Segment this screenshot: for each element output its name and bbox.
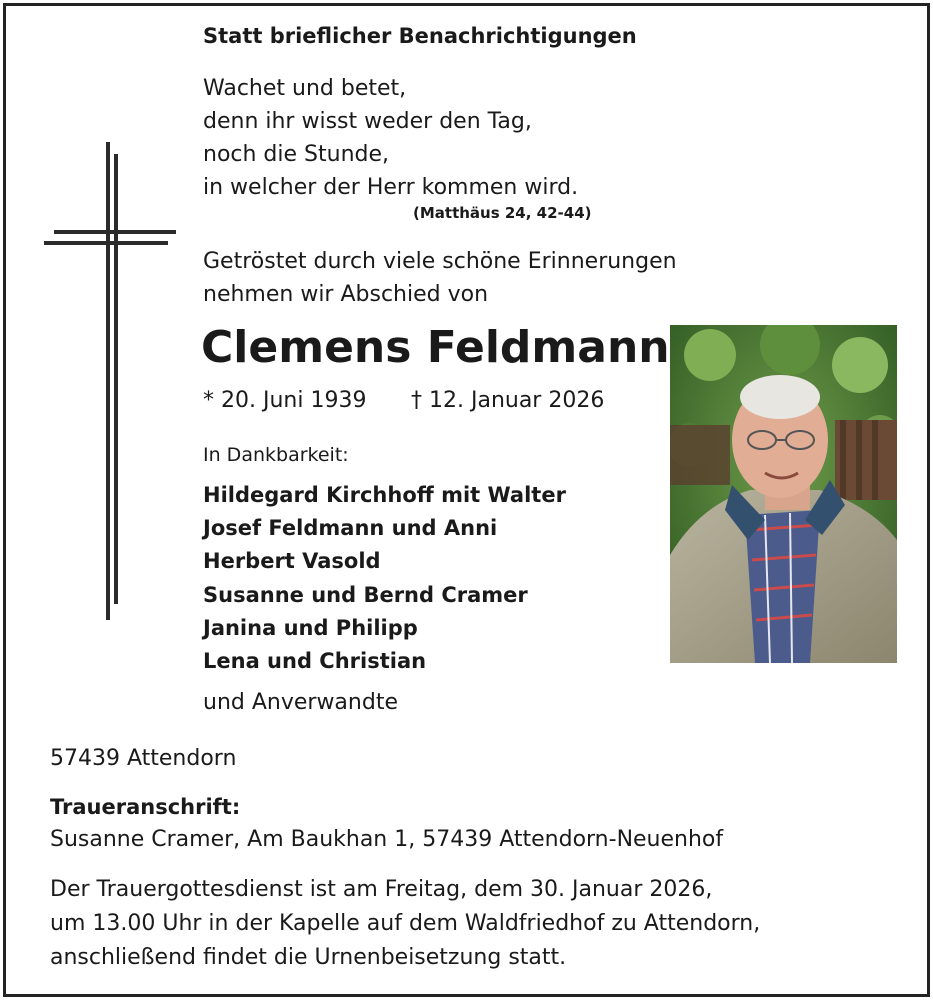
deceased-name: Clemens Feldmann xyxy=(201,322,670,373)
mourner-name: Herbert Vasold xyxy=(203,549,381,574)
verse-line: Wachet und betet, xyxy=(203,76,407,101)
verse-line: noch die Stunde, xyxy=(203,142,390,167)
intro-text xyxy=(203,245,677,311)
address-value: Susanne Cramer, Am Baukhan 1, 57439 Attendorn-Neuenhof xyxy=(50,827,724,852)
service-line: Der Trauergottesdienst ist am Freitag, dem 30. Januar 2026, xyxy=(50,877,713,902)
bible-verse xyxy=(203,72,578,204)
birth-date: * 20. Juni 1939 xyxy=(203,388,367,413)
service-line: um 13.00 Uhr in der Kapelle auf dem Waldfriedhof zu Attendorn, xyxy=(50,911,761,936)
gratitude-label: In Dankbarkeit: xyxy=(203,444,349,466)
verse-reference: (Matthäus 24, 42-44) xyxy=(413,204,592,222)
intro-line: Getröstet durch viele schöne Erinnerungen xyxy=(203,249,677,274)
mourner-name: Janina und Philipp xyxy=(203,615,418,640)
mourner-name: Josef Feldmann und Anni xyxy=(203,516,498,541)
intro-line: nehmen wir Abschied von xyxy=(203,282,489,307)
death-date: † 12. Januar 2026 xyxy=(411,388,605,413)
verse-line: denn ihr wisst weder den Tag, xyxy=(203,109,532,134)
cross-icon xyxy=(42,140,176,620)
mourner-name: Susanne und Bernd Cramer xyxy=(203,582,528,607)
mourners-list xyxy=(203,479,566,678)
service-info xyxy=(50,873,760,975)
relatives-text: und Anverwandte xyxy=(203,690,398,715)
location-text: 57439 Attendorn xyxy=(50,746,237,771)
address-label: Traueranschrift: xyxy=(50,795,241,819)
notice-header: Statt brieflicher Benachrichtigungen xyxy=(203,24,637,48)
mourner-name: Hildegard Kirchhoff mit Walter xyxy=(203,483,566,507)
service-line: anschließend findet die Urnenbeisetzung statt. xyxy=(50,945,567,970)
portrait-photo xyxy=(670,325,897,663)
verse-line: in welcher der Herr kommen wird. xyxy=(203,175,579,200)
mourner-name: Lena und Christian xyxy=(203,649,427,674)
